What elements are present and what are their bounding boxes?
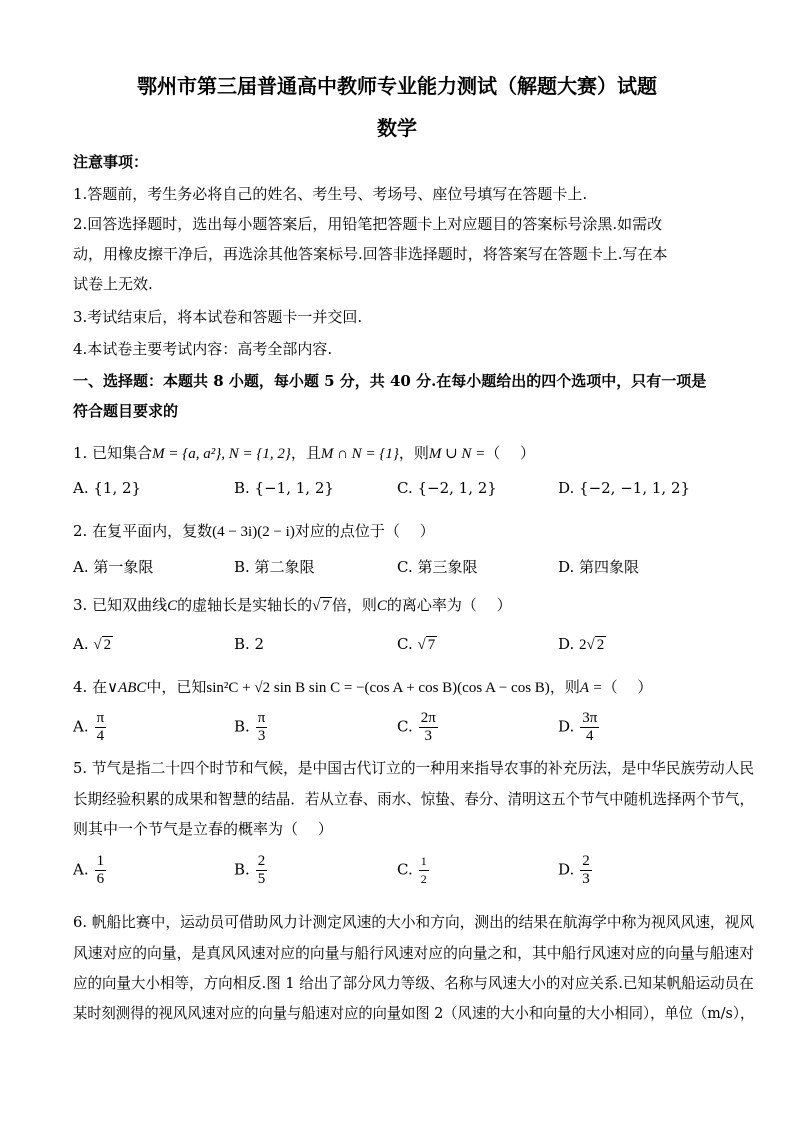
question-3 [73,594,512,615]
question-2 [73,520,435,541]
q4-option-c: C. $\frac{2\pi}{3}$ [397,710,436,744]
q1-option-a: A. {1, 2} [73,479,142,497]
section-heading: 一、选择题：本题共 8 小题，每小题 5 分，共 40 分.在每小题给出的四个选项中，只有一项是 [73,372,707,390]
q5-option-a: A. $\frac{1}{6}$ [73,853,105,887]
question-1 [73,442,535,463]
q2-option-c: C. 第三象限 [397,558,478,576]
notice-item-2-cont: 动，用橡皮擦干净后，再选涂其他答案标号.回答非选择题时，将答案写在答题卡上.写在本 [73,245,668,263]
q2-suffix: 对应的点位于（ ） [294,522,435,540]
q1-paren: （ ） [485,444,536,462]
q2-prefix: 2. 在复平面内，复数 [73,522,213,540]
q2-option-a: A. 第一象限 [73,558,154,576]
q4-expr: sin²C + √2 sin B sin C = −(cos A + cos B)(cos A − cos B) [206,680,550,696]
notice-heading: 注意事项： [73,153,149,171]
notice-item-2: 2.回答选择题时，选出每小题答案后，用铅笔把答题卡上对应题目的答案标号涂黑.如需改 [73,215,663,233]
q5-option-c: C. $\frac{1}{2}$ [397,854,427,886]
notice-item-3: 3.考试结束后，将本试卷和答题卡一并交回. [73,308,363,326]
q4-prefix: 4. 在 [73,678,108,696]
q2-option-b: B. 第二象限 [234,558,315,576]
q3-sqrt: √ 7 [312,598,330,614]
section-heading-cont: 符合题目要求的 [73,402,179,420]
q4-paren: （ ） [602,678,653,696]
q3-option-b: B. 2 [234,635,265,653]
q1-sets: M = {a, a²}, N = {1, 2} [152,446,291,462]
q4-mid: 中，已知 [146,678,207,696]
question-6-line-4: 某时刻测得的视风风速对应的向量与船速对应的向量如图 2（风速的大小和向量的大小相同），单位（m/s）， [73,1004,755,1022]
q3-c: C [167,598,178,614]
subject-title: 数学 [377,116,417,140]
question-5-line-3: 则其中一个节气是立春的概率为（ ） [73,820,333,838]
question-5-line-1: 5. 节气是指二十四个时节和气候，是中国古代订立的一种用来指导农事的补充历法，是中华民族劳动人民 [73,759,755,777]
q3-option-d: D. 2√ 2 [558,635,605,653]
q1-option-d: D. {−2, −1, 1, 2} [558,479,691,497]
q4-triangle: ∨ABC [107,680,147,696]
q3-mid2: 倍，则 [331,596,377,614]
q5-option-d: D. $\frac{2}{3}$ [558,853,590,887]
q4-ask: A = [579,680,603,696]
q5-option-b: B. $\frac{2}{5}$ [234,853,266,887]
q3-mid: 的虚轴长是实轴长的 [177,596,313,614]
exam-title: 鄂州市第三届普通高中教师专业能力测试（解题大赛）试题 [137,74,657,98]
q4-option-d: D. $\frac{3\pi}{4}$ [558,710,598,744]
q3-suffix: 的离心率为（ ） [386,596,512,614]
question-6-line-1: 6. 帆船比赛中，运动员可借助风力计测定风速的大小和方向，测出的结果在航海学中称为视风风速，视风 [73,913,755,931]
q1-mid: ，且 [290,444,321,462]
q1-option-b: B. {−1, 1, 2} [234,479,334,497]
q3-option-c: C. √ 7 [397,635,436,653]
notice-item-1: 1.答题前，考生务必将自己的姓名、考生号、考场号、座位号填写在答题卡上. [73,185,588,203]
q4-option-b: B. $\frac{\pi}{3}$ [234,710,266,744]
q2-expr: (4 − 3i)(2 − i) [212,524,295,540]
q1-condition: M ∩ N = {1} [320,446,399,462]
q3-c2: C [376,598,387,614]
notice-item-2-end: 试卷上无效. [73,275,153,293]
notice-item-4: 4.本试卷主要考试内容：高考全部内容. [73,340,333,358]
question-6-line-3: 应的向量大小相等，方向相反.图 1 给出了部分风力等级、名称与风速大小的对应关系.已知某帆船运动员在 [73,974,754,992]
q3-prefix: 3. 已知双曲线 [73,596,168,614]
question-5-line-2: 长期经验积累的成果和智慧的结晶．若从立春、雨水、惊蛰、春分、清明这五个节气中随机选择两个节气， [73,790,755,808]
question-6-line-2: 风速对应的向量，是真风风速对应的向量与船行风速对应的向量之和，其中船行风速对应的向量与船速对 [73,944,755,962]
q3-option-a: A. √ 2 [73,635,112,653]
q1-ask: M ∪ N = [428,446,486,462]
q4-option-a: A. $\frac{\pi}{4}$ [73,710,105,744]
q1-option-c: C. {−2, 1, 2} [397,479,497,497]
q1-suffix: ，则 [398,444,429,462]
q4-suffix: ，则 [549,678,580,696]
q1-prefix: 1. 已知集合 [73,444,153,462]
q2-option-d: D. 第四象限 [558,558,640,576]
question-4 [73,676,652,697]
